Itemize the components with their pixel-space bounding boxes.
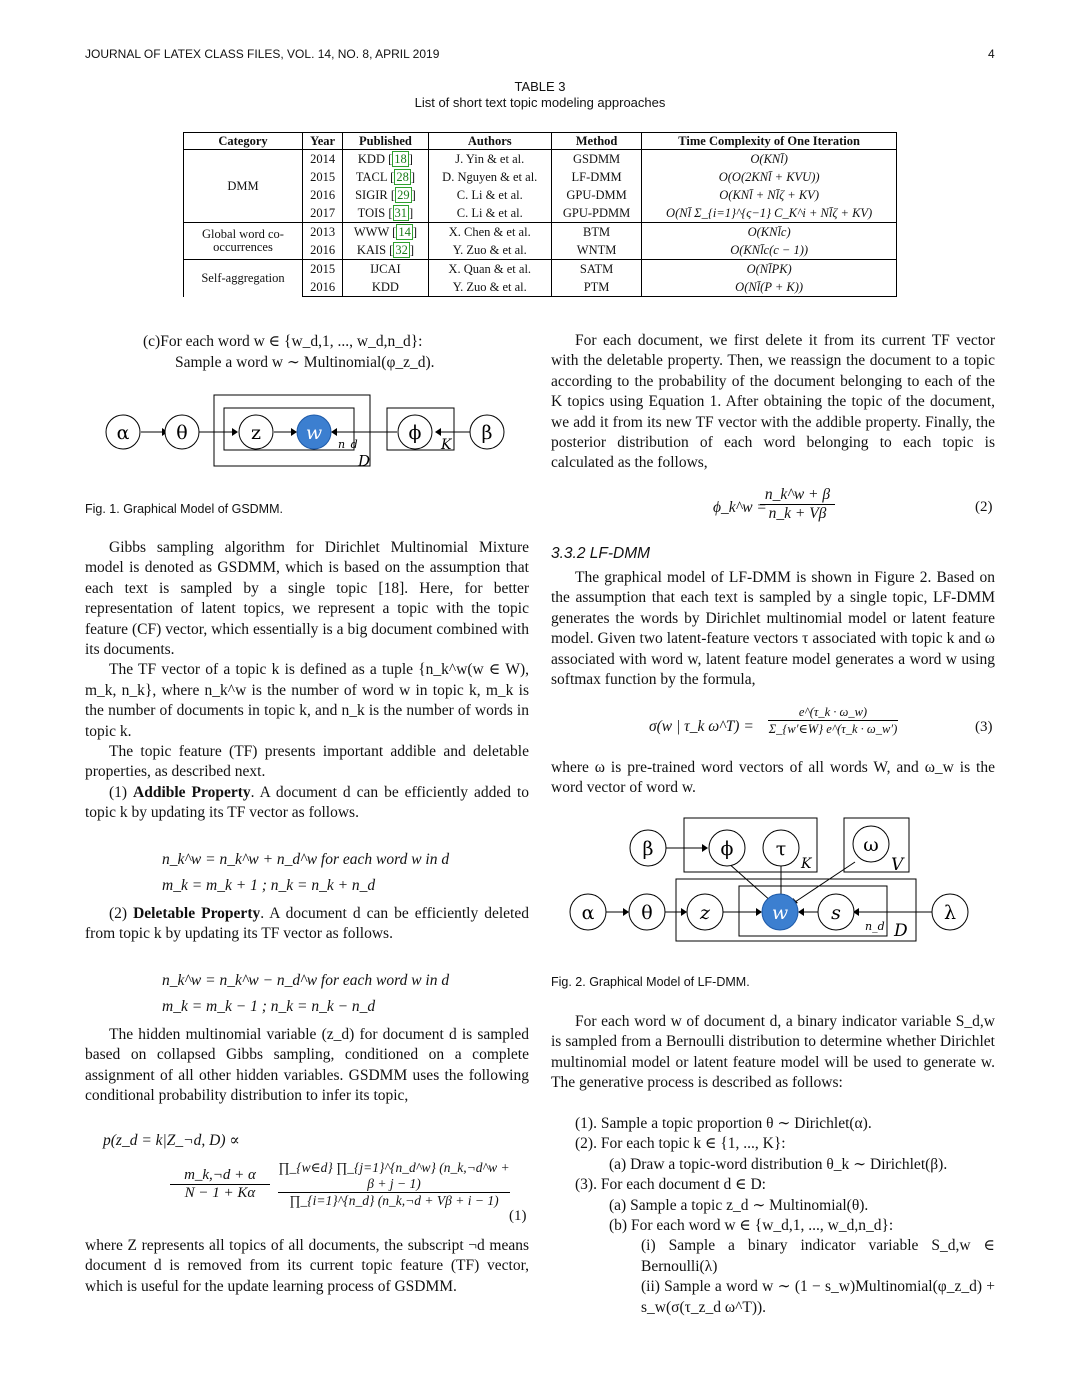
- eq3-num: e^(τ_k · ω_w): [798, 705, 868, 719]
- node-label: z: [250, 422, 262, 444]
- table-row: [184, 223, 897, 242]
- node-phi: [709, 830, 745, 866]
- published-cell: KDD: [343, 278, 428, 297]
- node-z: [239, 415, 273, 449]
- gen-step: (a) Sample a topic z_d ∼ Multinomial(θ).: [609, 1196, 869, 1214]
- method-cell: SATM: [551, 260, 641, 279]
- table-title: List of short text topic modeling approaches: [414, 95, 666, 110]
- table-row: [184, 150, 897, 169]
- eq1-number: (1): [509, 1208, 527, 1224]
- citation-link[interactable]: 31: [394, 206, 408, 220]
- paragraph: The topic feature (TF) presents important addible and deletable properties, as described next.: [85, 743, 529, 781]
- arrowhead: [798, 908, 804, 916]
- paragraph: The graphical model of LF-DMM is shown in Figure 2. Based on the assumption that each text is sampled by a single topic, LF-DMM generates the words by Dirichlet multinomial model or latent feature model. Given two latent-feature vectors τ associated with topic k and ω associated with word w, latent feature model generates a word w using softmax function by the formula,: [551, 569, 995, 689]
- complexity-cell: O(KNl̄): [642, 150, 897, 169]
- col-header: Authors: [428, 133, 551, 150]
- col-header: Time Complexity of One Iteration: [642, 133, 897, 150]
- category-cell: Global word co-occurrences: [184, 223, 303, 260]
- complexity-cell: O(KNl̄c(c − 1)): [642, 241, 897, 260]
- eq1-den1: N − 1 + Kα: [170, 1184, 270, 1202]
- node-z: [687, 894, 723, 930]
- table-header-row: [184, 133, 897, 150]
- col-header: Method: [551, 133, 641, 150]
- node-w: [762, 894, 798, 930]
- node-label: α: [116, 422, 130, 444]
- node-theta: [165, 415, 199, 449]
- method-cell: WNTM: [551, 241, 641, 260]
- citation-link[interactable]: 32: [395, 243, 408, 257]
- authors-cell: X. Chen & et al.: [428, 223, 551, 242]
- node-label: ω: [863, 834, 879, 856]
- node-label: w: [305, 422, 323, 444]
- eq-deletable-1: n_k^w = n_k^w − n_d^w for each word w in d: [162, 972, 450, 989]
- arrowhead: [232, 428, 238, 436]
- step-c-line2: Sample a word w ∼ Multinomial(φ_z_d).: [175, 354, 435, 371]
- year-cell: 2016: [303, 186, 343, 204]
- method-cell: GSDMM: [551, 150, 641, 169]
- eq3-den: Σ_{w′∈W} e^(τ_k · ω_w′): [768, 722, 898, 736]
- node-label: ϕ: [720, 838, 734, 860]
- method-cell: BTM: [551, 223, 641, 242]
- paragraph: where Z represents all topics of all documents, the subscript ¬d means document d is removed from its current topic feature (TF) vector, which is useful for the update learning process of GSDMM.: [85, 1237, 529, 1295]
- node-w: [297, 415, 331, 449]
- arrowhead: [435, 428, 441, 436]
- fig2-caption: Fig. 2. Graphical Model of LF-DMM.: [551, 975, 750, 989]
- published-cell: SIGIR [ 29 ]: [343, 186, 428, 204]
- eq-addible-1: n_k^w = n_k^w + n_d^w for each word w in d: [162, 851, 450, 868]
- year-cell: 2015: [303, 260, 343, 279]
- gen-step: (b) For each word w ∈ {w_d,1, ..., w_d,n_d}:: [609, 1217, 894, 1235]
- eq1-den2: ∏_{i=1}^{n_d} (n_k,¬d + Vβ + i − 1): [278, 1192, 510, 1209]
- complexity-cell: O(Nl̄(P + K)): [642, 278, 897, 297]
- complexity-cell: O(KNl̄ + Nl̄ζ + KV): [642, 186, 897, 204]
- year-cell: 2014: [303, 150, 343, 169]
- approaches-table: [183, 132, 897, 297]
- eq2-den: n_k + Vβ: [760, 504, 835, 523]
- arrowhead: [702, 844, 708, 852]
- method-cell: PTM: [551, 278, 641, 297]
- eq1-rhs: [170, 1160, 515, 1209]
- node-alpha: [106, 415, 140, 449]
- node-beta: [470, 415, 504, 449]
- node-lambda: [932, 894, 968, 930]
- eq2-fraction: [760, 486, 835, 523]
- fig1-caption: Fig. 1. Graphical Model of GSDMM.: [85, 502, 283, 516]
- citation-link[interactable]: 28: [396, 170, 409, 184]
- fig2-graphical-model: [565, 812, 975, 944]
- arrowhead: [623, 908, 629, 916]
- citation-link[interactable]: 29: [397, 188, 410, 202]
- col-header: Category: [184, 133, 303, 150]
- paragraph: Gibbs sampling algorithm for Dirichlet Multinomial Mixture model is denoted as GSDMM, which is based on the assumption that each text is sampled by a single topic [18]. Here, for better representation of latent topics, we represent a topic with the topic feature (CF) vector, which essentially is a big document combined with its documents.: [85, 539, 529, 659]
- year-cell: 2016: [303, 278, 343, 297]
- published-cell: KDD [ 18 ]: [343, 150, 428, 169]
- eq2-num: n_k^w + β: [764, 486, 831, 503]
- eq2-number: (2): [975, 499, 993, 515]
- paragraph: For each word w of document d, a binary indicator variable S_d,w is sampled from a Bernoulli distribution to determine whether Dirichlet multinomial model or latent feature model will be used to generate w. The generative process is described as follows:: [551, 1013, 995, 1092]
- authors-cell: Y. Zuo & et al.: [428, 278, 551, 297]
- method-cell: GPU-PDMM: [551, 204, 641, 223]
- complexity-cell: O(KNl̄c): [642, 223, 897, 242]
- plate-d-label: D: [358, 452, 371, 470]
- node-alpha: [570, 894, 606, 930]
- paragraph: (1) Addible Property. A document d can be efficiently added to topic k by updating its TF vector as follows.: [85, 783, 530, 822]
- published-cell: IJCAI: [343, 260, 428, 279]
- node-label: β: [642, 838, 654, 860]
- step-c-line1: (c)For each word w ∈ {w_d,1, ..., w_d,n_d}:: [143, 333, 423, 350]
- arrowhead: [756, 908, 762, 916]
- node-tau: [763, 830, 799, 866]
- method-cell: LF-DMM: [551, 168, 641, 186]
- complexity-cell: O(Nl̄PK): [642, 260, 897, 279]
- eq3-fraction: [768, 705, 898, 737]
- gen-step: (i) Sample a binary indicator variable S_d,w ∈ Bernoulli(λ): [641, 1237, 995, 1275]
- table-label: TABLE 3: [514, 79, 566, 94]
- node-label: α: [581, 902, 595, 924]
- plate-k-label: K: [441, 437, 452, 453]
- gen-step: (1). Sample a topic proportion θ ∼ Dirichlet(α).: [575, 1115, 872, 1132]
- citation-link[interactable]: 14: [398, 225, 411, 239]
- paragraph: where ω is pre-trained word vectors of all words W, and ω_w is the word vector of word w.: [551, 759, 995, 797]
- fig1-graphical-model: [100, 392, 510, 472]
- subsection-title: 3.3.2 LF-DMM: [551, 545, 651, 562]
- arrowhead: [681, 908, 687, 916]
- left-body-1: [85, 538, 529, 824]
- eq-deletable-2: m_k = m_k − 1 ; n_k = n_k − n_d: [162, 998, 376, 1015]
- node-omega: [853, 826, 889, 862]
- gen-step: (2). For each topic k ∈ {1, ..., K}:: [575, 1135, 786, 1153]
- category-cell: DMM: [184, 150, 303, 223]
- eq3-lhs: σ(w | τ_k ω^T) =: [649, 718, 754, 735]
- paragraph: For each document, we first delete it from its current TF vector with the deletable property. Then, we reassign the document to a topic according to the probability of the document belonging to each of the K topics using Equation 1. After obtaining the topic of the document, we add it from its new TF vector with the addible property. Finally, the posterior distribution of each word belonging to each topic is calculated as the follows,: [551, 332, 995, 472]
- running-header: JOURNAL OF LATEX CLASS FILES, VOL. 14, NO. 8, APRIL 2019: [85, 47, 440, 61]
- published-cell: TOIS [ 31 ]: [343, 204, 428, 223]
- eq1-num2: ∏_{w∈d} ∏_{j=1}^{n_d^w} (n_k,¬d^w + β + j − 1): [278, 1160, 510, 1191]
- citation-link[interactable]: 18: [394, 152, 407, 166]
- node-label: ϕ: [408, 422, 422, 444]
- paragraph: (2) Deletable Property. A document d can be efficiently deleted from topic k by updating its TF vector as follows.: [85, 905, 529, 943]
- method-cell: GPU-DMM: [551, 186, 641, 204]
- authors-cell: C. Li & et al.: [428, 186, 551, 204]
- col-header: Published: [343, 133, 428, 150]
- node-label: s: [831, 902, 841, 924]
- paragraph: The TF vector of a topic k is defined as a tuple {n_k^w(w ∈ W), m_k, n_k}, where n_k^w is the number of word w in topic k, m_k is the number of documents in topic k, and n_k is the number of words in topic k.: [85, 661, 529, 740]
- eq3-number: (3): [975, 719, 993, 735]
- plate-nd-label: n_d: [865, 920, 885, 933]
- gen-step: (a) Draw a topic-word distribution θ_k ∼ Dirichlet(β).: [609, 1155, 948, 1173]
- eq2-lhs: ϕ_k^w =: [713, 499, 767, 516]
- complexity-cell: O(O(2KNl̄ + KVU)): [642, 168, 897, 186]
- page-number: 4: [988, 47, 995, 61]
- node-theta: [629, 894, 665, 930]
- gen-step: (ii) Sample a word w ∼ (1 − s_w)Multinomial(φ_z_d) + s_w(σ(τ_z_d ω^T)).: [641, 1278, 995, 1316]
- arrowhead: [331, 428, 337, 436]
- node-label: β: [481, 422, 493, 444]
- gen-step: (3). For each document d ∈ D:: [575, 1176, 766, 1194]
- node-label: z: [699, 902, 711, 924]
- authors-cell: Y. Zuo & et al.: [428, 241, 551, 260]
- node-label: λ: [943, 902, 957, 924]
- node-beta: [630, 830, 666, 866]
- authors-cell: C. Li & et al.: [428, 204, 551, 223]
- category-cell: Self-aggregation: [184, 260, 303, 297]
- year-cell: 2016: [303, 241, 343, 260]
- plate-d-label: D: [894, 921, 908, 941]
- node-label: w: [771, 902, 789, 924]
- authors-cell: X. Quan & et al.: [428, 260, 551, 279]
- published-cell: TACL [ 28 ]: [343, 168, 428, 186]
- plate-k-label: K: [801, 856, 812, 872]
- authors-cell: J. Yin & et al.: [428, 150, 551, 169]
- published-cell: WWW [ 14 ]: [343, 223, 428, 242]
- authors-cell: D. Nguyen & et al.: [428, 168, 551, 186]
- eq1-lhs: p(z_d = k|Z_¬d, D) ∝: [103, 1132, 240, 1149]
- year-cell: 2013: [303, 223, 343, 242]
- node-s: [818, 894, 854, 930]
- published-cell: KAIS [ 32 ]: [343, 241, 428, 260]
- col-header: Year: [303, 133, 343, 150]
- node-label: τ: [775, 838, 787, 860]
- arrowhead: [291, 428, 297, 436]
- plate-nd-label: n_d: [338, 438, 358, 451]
- eq-addible-2: m_k = m_k + 1 ; n_k = n_k + n_d: [162, 877, 376, 894]
- paragraph: The hidden multinomial variable (z_d) for document d is sampled based on collapsed Gibbs sampling, conditioned on a complete assignment of all other hidden variables. GSDMM uses the following conditional probability distribution to infer its topic,: [85, 1026, 529, 1105]
- node-label: θ: [641, 902, 653, 924]
- node-phi: [398, 415, 432, 449]
- table-row: [184, 260, 897, 279]
- complexity-cell: O(Nl̄ Σ_{i=1}^{ς−1} C_K^i + Nl̄ζ + KV): [642, 204, 897, 223]
- generative-process: [551, 1114, 995, 1318]
- node-label: θ: [176, 422, 188, 444]
- year-cell: 2017: [303, 204, 343, 223]
- year-cell: 2015: [303, 168, 343, 186]
- eq1-num1: m_k,¬d + α: [184, 1167, 256, 1183]
- plate-v-label: V: [891, 855, 904, 875]
